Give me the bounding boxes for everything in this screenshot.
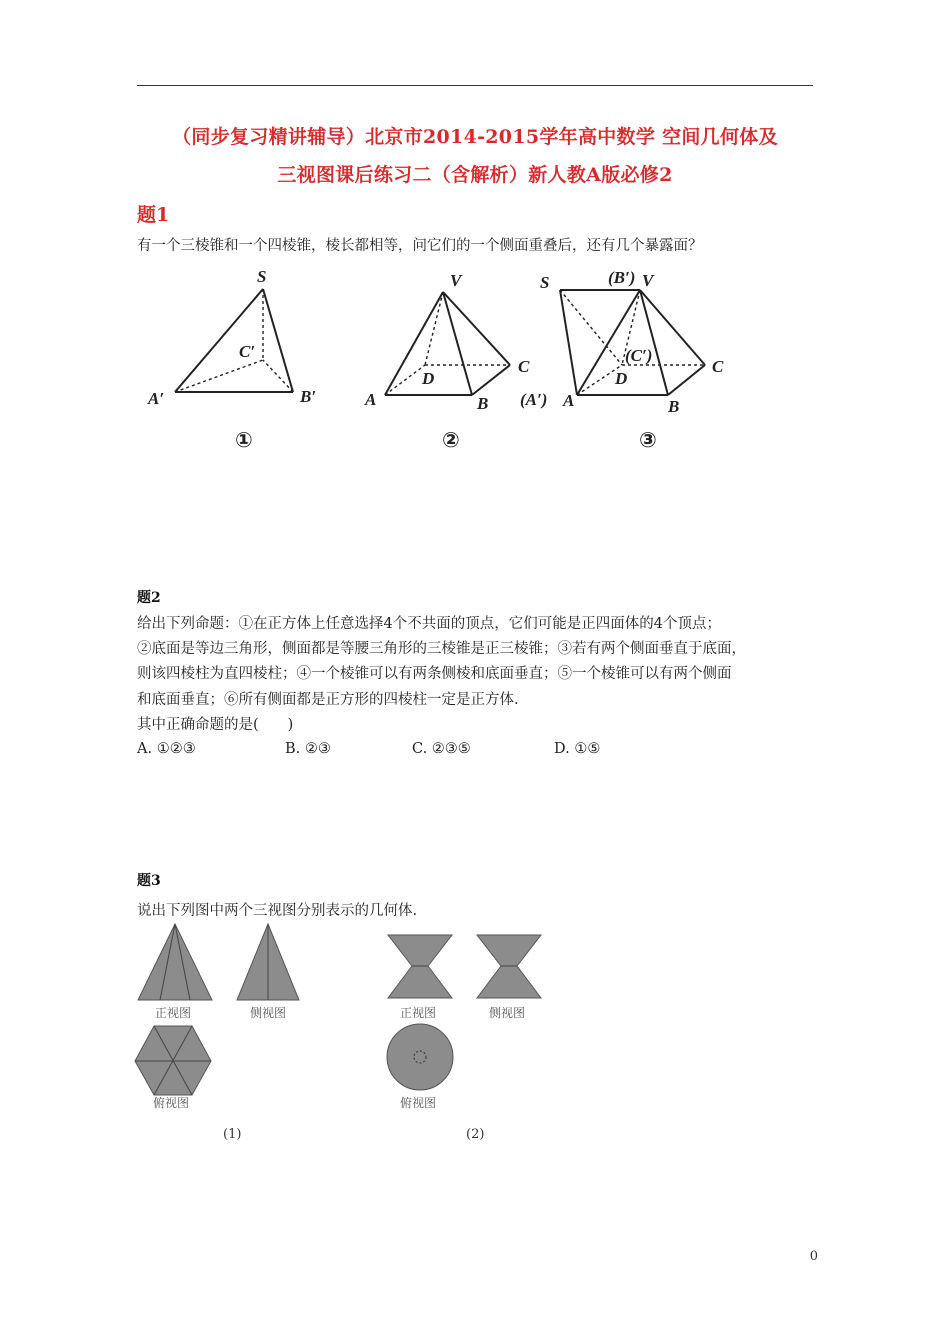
q3-heading: 题3 <box>137 873 161 889</box>
q2-option-d: D. ①⑤ <box>554 741 601 757</box>
figure-number-2: ② <box>442 428 460 452</box>
q2-line-3: 则该四棱柱为直四棱柱；④一个棱锥可以有两条侧棱和底面垂直；⑤一个棱锥可以有两个侧面 <box>137 666 732 682</box>
fig3-label-aprime: (A′) <box>520 390 548 409</box>
view1-front-caption: 正视图 <box>155 1006 192 1020</box>
q1-text: 有一个三棱锥和一个四棱锥，棱长都相等，问它们的一个侧面重叠后，还有几个暴露面？ <box>137 238 703 254</box>
fig3-label-bprime: (B′) <box>608 268 636 287</box>
q2-line-2: ②底面是等边三角形，侧面都是等腰三角形的三棱锥是正三棱锥；③若有两个侧面垂直于底面， <box>137 641 746 657</box>
q2-line-4: 和底面垂直；⑥所有侧面都是正方形的四棱柱一定是正方体. <box>137 692 519 708</box>
q2-option-b: B. ②③ <box>285 741 331 757</box>
q3-sublabel-1: (1) <box>223 1127 242 1142</box>
fig3-label-d: D <box>615 369 628 388</box>
view1-top-caption: 俯视图 <box>153 1096 190 1110</box>
fig3-label-s: S <box>540 273 550 292</box>
page-number: 0 <box>809 1249 818 1264</box>
fig2-label-v: V <box>450 271 462 290</box>
figure-2-square-pyramid <box>385 292 510 395</box>
q2-heading: 题2 <box>137 590 161 606</box>
view2-top-circle <box>387 1024 453 1090</box>
view1-top-hexagon <box>135 1026 211 1095</box>
fig1-label-s: S <box>257 267 267 286</box>
figure-1-triangular-pyramid <box>175 289 293 392</box>
q2-line-1: 给出下列命题：①在正方体上任意选择4个不共面的顶点，它们可能是正四面体的4个顶点； <box>137 616 721 632</box>
doc-title-line2: 三视图课后练习二（含解析）新人教A版必修2 <box>277 164 673 186</box>
fig2-label-a: A <box>365 390 377 409</box>
q1-heading: 题1 <box>137 204 170 226</box>
top-rule <box>137 85 813 86</box>
view1-side-triangle <box>237 924 299 1000</box>
fig1-label-c: C′ <box>239 342 256 361</box>
view2-side-hourglass <box>477 935 541 998</box>
view2-side-caption: 侧视图 <box>489 1006 526 1020</box>
q3-text: 说出下列图中两个三视图分别表示的几何体. <box>137 903 418 919</box>
doc-title-line1: （同步复习精讲辅导）北京市2014-2015学年高中数学 空间几何体及 <box>172 126 778 148</box>
view2-front-hourglass <box>388 935 452 998</box>
fig2-label-c: C <box>518 357 530 376</box>
figure-number-1: ① <box>235 428 253 452</box>
fig3-label-a: A <box>563 391 575 410</box>
q2-option-c: C. ②③⑤ <box>412 741 471 757</box>
fig3-label-cprime: (C′) <box>625 346 653 365</box>
view1-side-caption: 侧视图 <box>250 1006 287 1020</box>
figure-number-3: ③ <box>639 428 657 452</box>
view1-front-triangle <box>138 924 212 1000</box>
figure-3-combined-solid <box>560 290 705 395</box>
q3-sublabel-2: (2) <box>466 1127 485 1142</box>
q1-figures <box>130 262 750 422</box>
fig1-label-b: B′ <box>300 387 317 406</box>
fig1-label-a: A′ <box>148 389 165 408</box>
q2-line-5: 其中正确命题的是( ) <box>137 717 294 733</box>
fig3-label-c: C <box>712 357 724 376</box>
fig3-label-v: V <box>642 271 654 290</box>
view2-front-caption: 正视图 <box>400 1006 437 1020</box>
view2-top-caption: 俯视图 <box>400 1096 437 1110</box>
q2-option-a: A. ①②③ <box>137 741 196 757</box>
fig2-label-d: D <box>422 369 435 388</box>
fig3-label-b: B <box>668 397 680 416</box>
fig2-label-b: B <box>477 394 489 413</box>
